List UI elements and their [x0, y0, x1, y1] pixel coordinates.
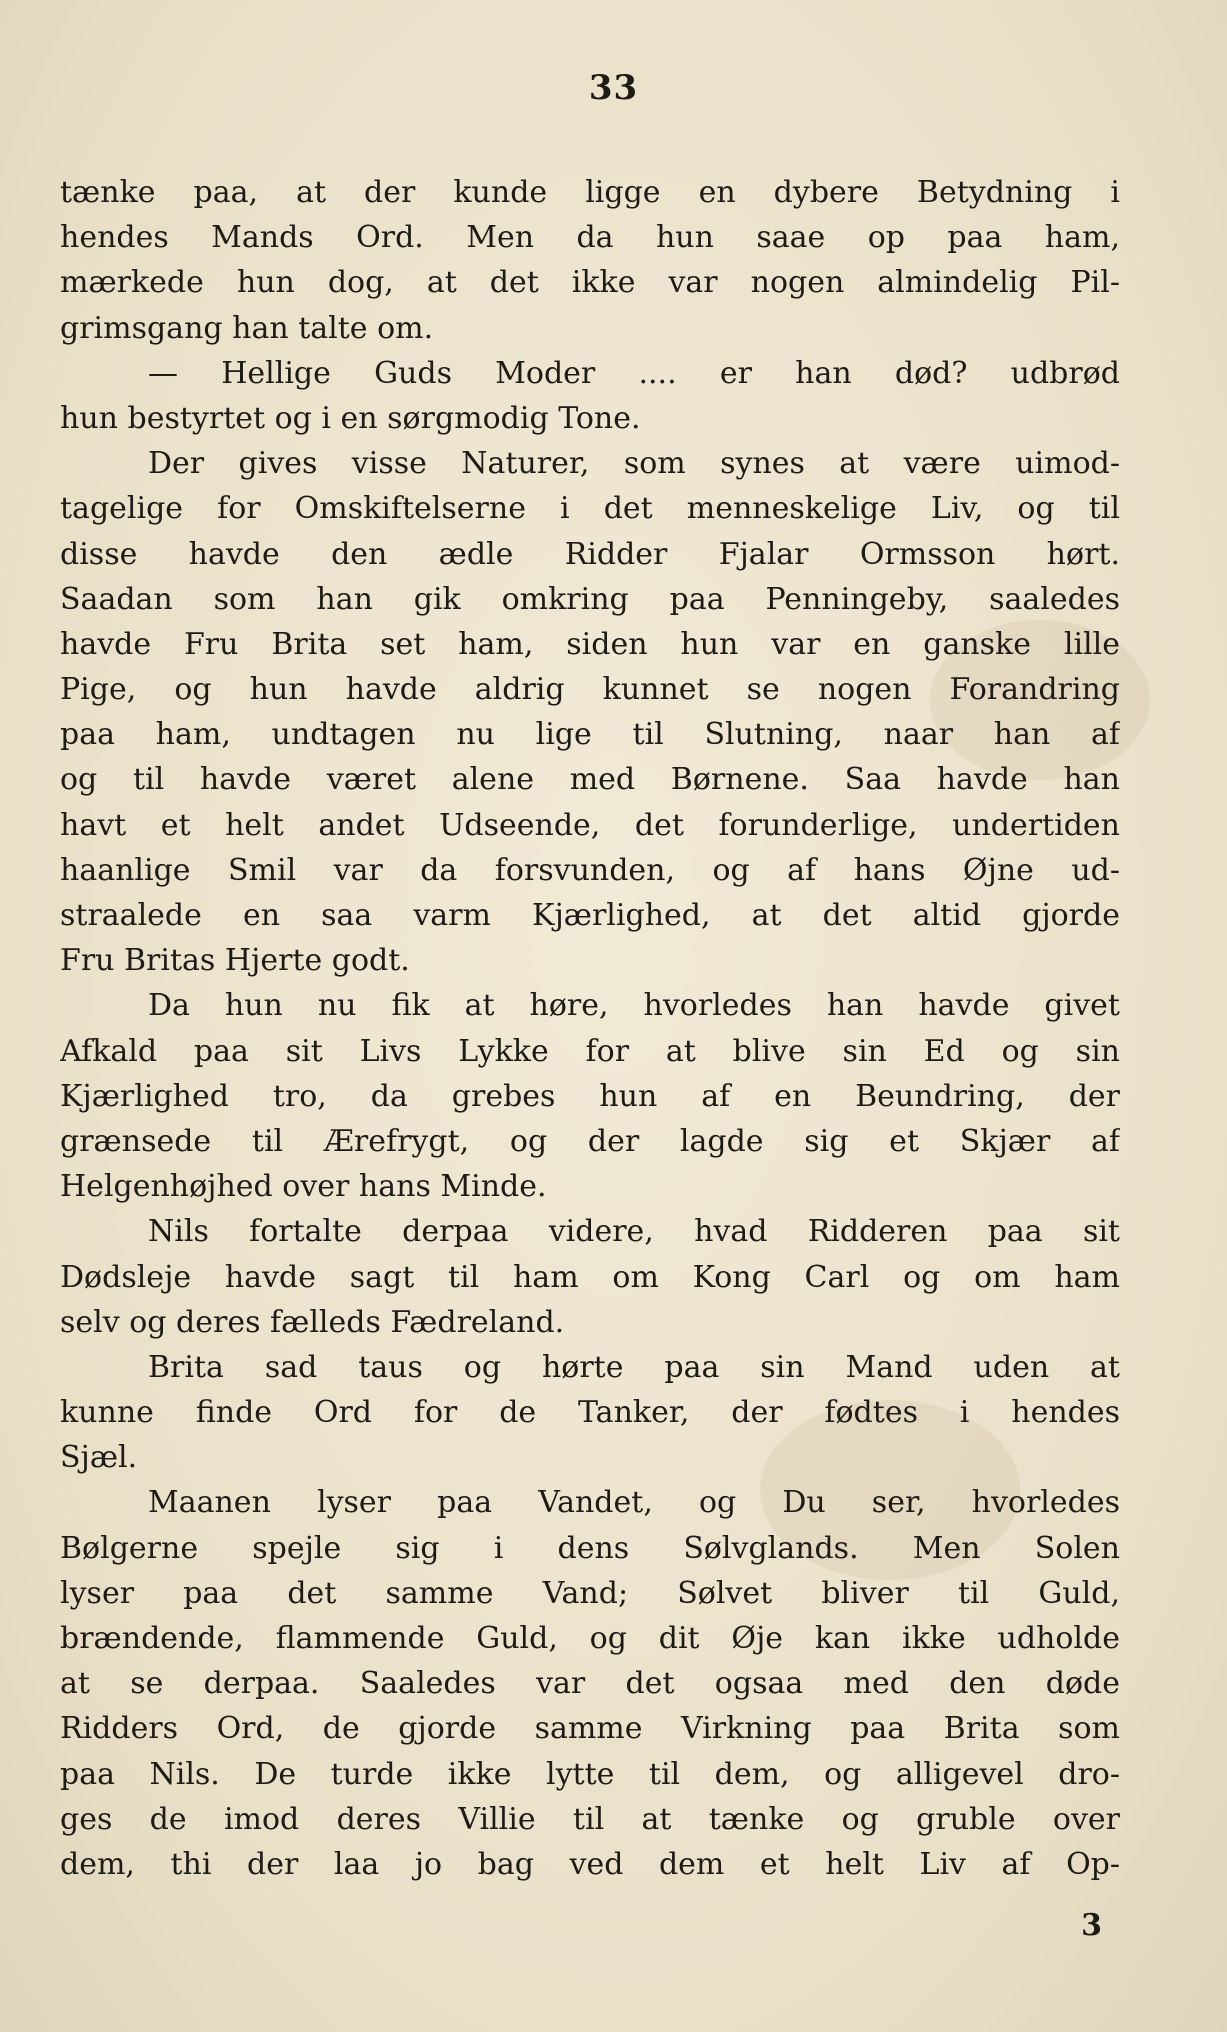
text-line: grænsede til Ærefrygt, og der lagde sig et Skjær af: [60, 1123, 1120, 1159]
text-line: havt et helt andet Udseende, det forunderlige, undertiden: [60, 807, 1120, 843]
text-line: — Hellige Guds Moder .... er han død? udbrød: [148, 355, 1120, 391]
text-line: havde Fru Brita set ham, siden hun var en ganske lille: [60, 626, 1120, 662]
text-line: Kjærlighed tro, da grebes hun af en Beundring, der: [60, 1078, 1120, 1114]
body-text: [60, 170, 1120, 1887]
text-line: kunne finde Ord for de Tanker, der fødtes i hendes: [60, 1395, 1120, 1431]
text-line: Der gives visse Naturer, som synes at være uimod-: [148, 446, 1120, 482]
text-line: og til havde været alene med Børnene. Saa havde han: [60, 762, 1120, 798]
text-line: haanlige Smil var da forsvunden, og af hans Øjne ud-: [60, 852, 1120, 888]
text-line: Sjæl.: [60, 1440, 138, 1476]
text-line: disse havde den ædle Ridder Fjalar Ormsson hørt.: [60, 536, 1120, 572]
text-line: paa ham, undtagen nu lige til Slutning, naar han af: [60, 717, 1120, 753]
text-line: mærkede hun dog, at det ikke var nogen almindelig Pil-: [60, 265, 1120, 301]
text-line: brændende, flammende Guld, og dit Øje kan ikke udholde: [60, 1621, 1120, 1656]
text-line: Nils fortalte derpaa videre, hvad Ridderen paa sit: [148, 1214, 1120, 1250]
text-line: Da hun nu fik at høre, hvorledes han havde givet: [148, 988, 1120, 1024]
text-line: hendes Mands Ord. Men da hun saae op paa ham,: [60, 220, 1120, 256]
text-line: lyser paa det samme Vand; Sølvet bliver til Guld,: [60, 1575, 1120, 1611]
text-line: Ridders Ord, de gjorde samme Virkning paa Brita som: [60, 1711, 1120, 1747]
text-line: Fru Britas Hjerte godt.: [60, 943, 410, 979]
page-number: 33: [588, 68, 639, 108]
text-line: Saadan som han gik omkring paa Penningeby, saaledes: [60, 581, 1120, 617]
text-line: at se derpaa. Saaledes var det ogsaa med den døde: [60, 1666, 1120, 1702]
text-line: Pige, og hun havde aldrig kunnet se nogen Forandring: [60, 672, 1120, 708]
text-line: dem, thi der laa jo bag ved dem et helt Liv af Op-: [60, 1846, 1120, 1882]
text-line: selv og deres fælleds Fædreland.: [60, 1304, 565, 1340]
signature-mark: 3: [1081, 1908, 1102, 1943]
text-line: Helgenhøjhed over hans Minde.: [60, 1169, 547, 1205]
text-line: Bølgerne spejle sig i dens Sølvglands. Men Solen: [60, 1530, 1120, 1566]
text-line: tænke paa, at der kunde ligge en dybere Betydning i: [60, 175, 1120, 210]
text-line: tagelige for Omskiftelserne i det menneskelige Liv, og til: [60, 491, 1120, 527]
text-line: straalede en saa varm Kjærlighed, at det altid gjorde: [60, 898, 1120, 933]
text-line: hun bestyrtet og i en sørgmodig Tone.: [60, 400, 641, 436]
text-line: Dødsleje havde sagt til ham om Kong Carl og om ham: [60, 1259, 1120, 1295]
text-line: paa Nils. De turde ikke lytte til dem, og alligevel dro-: [60, 1756, 1120, 1792]
text-line: ges de imod deres Villie til at tænke og gruble over: [60, 1801, 1120, 1837]
text-line: Brita sad taus og hørte paa sin Mand uden at: [148, 1349, 1120, 1385]
text-line: Maanen lyser paa Vandet, og Du ser, hvorledes: [148, 1485, 1120, 1521]
text-line: Afkald paa sit Livs Lykke for at blive sin Ed og sin: [60, 1033, 1120, 1069]
text-line: grimsgang han talte om.: [60, 310, 434, 346]
